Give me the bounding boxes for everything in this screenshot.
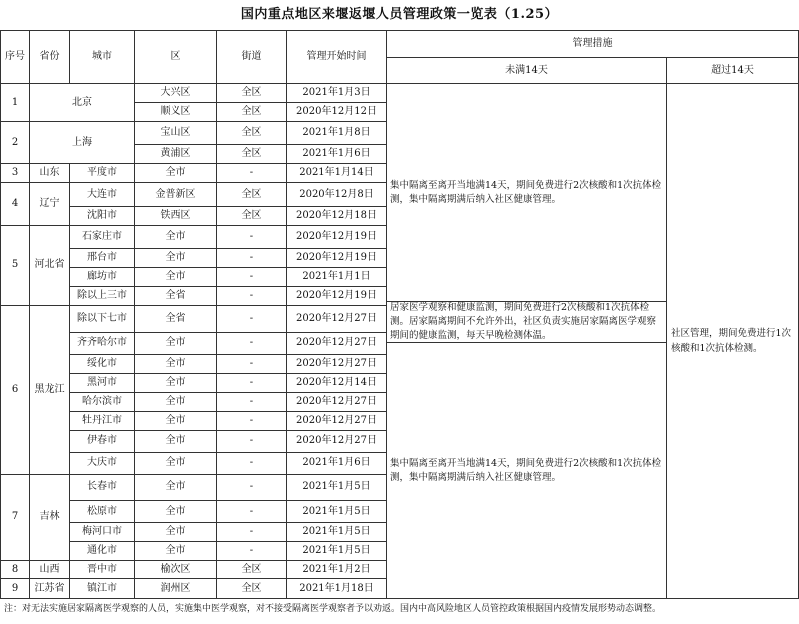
district-cell: 润州区 xyxy=(135,579,217,599)
city-cell: 除以上三市 xyxy=(70,287,135,306)
street-cell: 全区 xyxy=(217,145,287,164)
province-cell: 山东 xyxy=(30,164,70,183)
district-cell: 全市 xyxy=(135,523,217,542)
district-cell: 全市 xyxy=(135,474,217,500)
date-cell: 2020年12月27日 xyxy=(287,411,387,430)
district-cell: 全市 xyxy=(135,164,217,183)
city-cell: 松原市 xyxy=(70,501,135,523)
district-cell: 全省 xyxy=(135,306,217,332)
street-cell: - xyxy=(217,411,287,430)
province-cell: 吉林 xyxy=(30,474,70,560)
district-cell: 全市 xyxy=(135,411,217,430)
city-cell: 齐齐哈尔市 xyxy=(70,332,135,354)
policy-table xyxy=(0,30,799,599)
street-cell: - xyxy=(217,542,287,561)
city-cell: 晋中市 xyxy=(70,561,135,579)
date-cell: 2021年1月1日 xyxy=(287,268,387,287)
street-cell: 全区 xyxy=(217,579,287,599)
city-cell: 绥化市 xyxy=(70,354,135,373)
district-cell: 大兴区 xyxy=(135,84,217,103)
district-cell: 全市 xyxy=(135,332,217,354)
header-province: 省份 xyxy=(30,31,70,84)
street-cell: - xyxy=(217,268,287,287)
city-cell: 沈阳市 xyxy=(70,206,135,225)
measures-over14-cell: 社区管理，期间免费进行1次核酸和1次抗体检测。 xyxy=(667,84,799,599)
district-cell: 全市 xyxy=(135,542,217,561)
street-cell: 全区 xyxy=(217,561,287,579)
date-cell: 2021年1月5日 xyxy=(287,542,387,561)
date-cell: 2021年1月2日 xyxy=(287,561,387,579)
street-cell: 全区 xyxy=(217,122,287,145)
district-cell: 全市 xyxy=(135,268,217,287)
district-cell: 全市 xyxy=(135,249,217,268)
seq-cell: 3 xyxy=(1,164,30,183)
measures-under14-cell xyxy=(387,84,667,599)
date-cell: 2020年12月14日 xyxy=(287,373,387,392)
city-cell: 牡丹江市 xyxy=(70,411,135,430)
footnote: 注：对无法实施居家隔离医学观察的人员，实施集中医学观察，对不接受隔离医学观察者予以劝返。国内中高风险地区人员管控政策根据国内疫情发展形势动态调整。 xyxy=(4,604,662,614)
date-cell: 2021年1月5日 xyxy=(287,523,387,542)
street-cell: 全区 xyxy=(217,103,287,122)
measure-home-observation: 居家医学观察和健康监测，期间免费进行2次核酸和1次抗体检测。居家隔离期间不允许外出，社区负责实施居家隔离医学观察期间的健康监测，每天早晚检测体温。 xyxy=(387,301,666,342)
header-street: 街道 xyxy=(217,31,287,84)
city-cell: 梅河口市 xyxy=(70,523,135,542)
city-cell: 长春市 xyxy=(70,474,135,500)
date-cell: 2020年12月27日 xyxy=(287,332,387,354)
street-cell: - xyxy=(217,354,287,373)
seq-cell: 9 xyxy=(1,579,30,599)
header-row xyxy=(1,31,799,58)
header-district: 区 xyxy=(135,31,217,84)
district-cell: 金普新区 xyxy=(135,183,217,206)
street-cell: 全区 xyxy=(217,84,287,103)
table-row xyxy=(1,84,799,103)
district-cell: 全市 xyxy=(135,225,217,248)
city-cell: 大连市 xyxy=(70,183,135,206)
province-cell: 北京 xyxy=(30,84,135,122)
city-cell: 石家庄市 xyxy=(70,225,135,248)
city-cell: 廊坊市 xyxy=(70,268,135,287)
street-cell: - xyxy=(217,474,287,500)
seq-cell: 1 xyxy=(1,84,30,122)
district-cell: 顺义区 xyxy=(135,103,217,122)
street-cell: - xyxy=(217,452,287,474)
district-cell: 全市 xyxy=(135,392,217,411)
street-cell: - xyxy=(217,225,287,248)
date-cell: 2021年1月5日 xyxy=(287,501,387,523)
district-cell: 铁西区 xyxy=(135,206,217,225)
header-start-time: 管理开始时间 xyxy=(287,31,387,84)
header-city: 城市 xyxy=(70,31,135,84)
street-cell: - xyxy=(217,430,287,452)
street-cell: - xyxy=(217,332,287,354)
city-cell: 哈尔滨市 xyxy=(70,392,135,411)
district-cell: 全市 xyxy=(135,501,217,523)
city-cell: 大庆市 xyxy=(70,452,135,474)
street-cell: - xyxy=(217,373,287,392)
district-cell: 全市 xyxy=(135,354,217,373)
date-cell: 2021年1月18日 xyxy=(287,579,387,599)
date-cell: 2021年1月14日 xyxy=(287,164,387,183)
date-cell: 2021年1月6日 xyxy=(287,145,387,164)
district-cell: 黄浦区 xyxy=(135,145,217,164)
date-cell: 2021年1月3日 xyxy=(287,84,387,103)
street-cell: - xyxy=(217,306,287,332)
seq-cell: 6 xyxy=(1,306,30,474)
date-cell: 2020年12月27日 xyxy=(287,430,387,452)
street-cell: - xyxy=(217,164,287,183)
street-cell: 全区 xyxy=(217,206,287,225)
city-cell: 邢台市 xyxy=(70,249,135,268)
measure-isolation-1: 集中隔离至离开当地满14天，期间免费进行2次核酸和1次抗体检测，集中隔离期满后纳入社区健康管理。 xyxy=(390,179,662,205)
date-cell: 2020年12月19日 xyxy=(287,225,387,248)
header-measures: 管理措施 xyxy=(387,31,799,58)
measure-isolation-2: 集中隔离至离开当地满14天，期间免费进行2次核酸和1次抗体检测，集中隔离期满后纳入社区健康管理。 xyxy=(387,342,666,598)
province-cell: 辽宁 xyxy=(30,183,70,225)
city-cell: 伊春市 xyxy=(70,430,135,452)
seq-cell: 7 xyxy=(1,474,30,560)
city-cell: 平度市 xyxy=(70,164,135,183)
province-cell: 上海 xyxy=(30,122,135,164)
date-cell: 2020年12月8日 xyxy=(287,183,387,206)
province-cell: 江苏省 xyxy=(30,579,70,599)
seq-cell: 4 xyxy=(1,183,30,225)
date-cell: 2020年12月19日 xyxy=(287,249,387,268)
seq-cell: 8 xyxy=(1,561,30,579)
city-cell: 黑河市 xyxy=(70,373,135,392)
header-under14: 未满14天 xyxy=(387,58,667,84)
district-cell: 全市 xyxy=(135,373,217,392)
district-cell: 宝山区 xyxy=(135,122,217,145)
province-cell: 山西 xyxy=(30,561,70,579)
header-seq: 序号 xyxy=(1,31,30,84)
street-cell: - xyxy=(217,249,287,268)
district-cell: 全省 xyxy=(135,287,217,306)
date-cell: 2020年12月12日 xyxy=(287,103,387,122)
province-cell: 河北省 xyxy=(30,225,70,305)
seq-cell: 2 xyxy=(1,122,30,164)
city-cell: 镇江市 xyxy=(70,579,135,599)
district-cell: 全市 xyxy=(135,430,217,452)
street-cell: - xyxy=(217,392,287,411)
city-cell: 通化市 xyxy=(70,542,135,561)
date-cell: 2020年12月19日 xyxy=(287,287,387,306)
street-cell: 全区 xyxy=(217,183,287,206)
district-cell: 全市 xyxy=(135,452,217,474)
street-cell: - xyxy=(217,287,287,306)
date-cell: 2021年1月5日 xyxy=(287,474,387,500)
city-cell: 除以下七市 xyxy=(70,306,135,332)
street-cell: - xyxy=(217,501,287,523)
date-cell: 2021年1月8日 xyxy=(287,122,387,145)
seq-cell: 5 xyxy=(1,225,30,305)
province-cell: 黑龙江 xyxy=(30,306,70,474)
header-over14: 超过14天 xyxy=(667,58,799,84)
date-cell: 2020年12月27日 xyxy=(287,354,387,373)
street-cell: - xyxy=(217,523,287,542)
district-cell: 榆次区 xyxy=(135,561,217,579)
date-cell: 2020年12月18日 xyxy=(287,206,387,225)
date-cell: 2020年12月27日 xyxy=(287,306,387,332)
page-title: 国内重点地区来堰返堰人员管理政策一览表（1.25） xyxy=(240,7,559,22)
date-cell: 2021年1月6日 xyxy=(287,452,387,474)
date-cell: 2020年12月27日 xyxy=(287,392,387,411)
